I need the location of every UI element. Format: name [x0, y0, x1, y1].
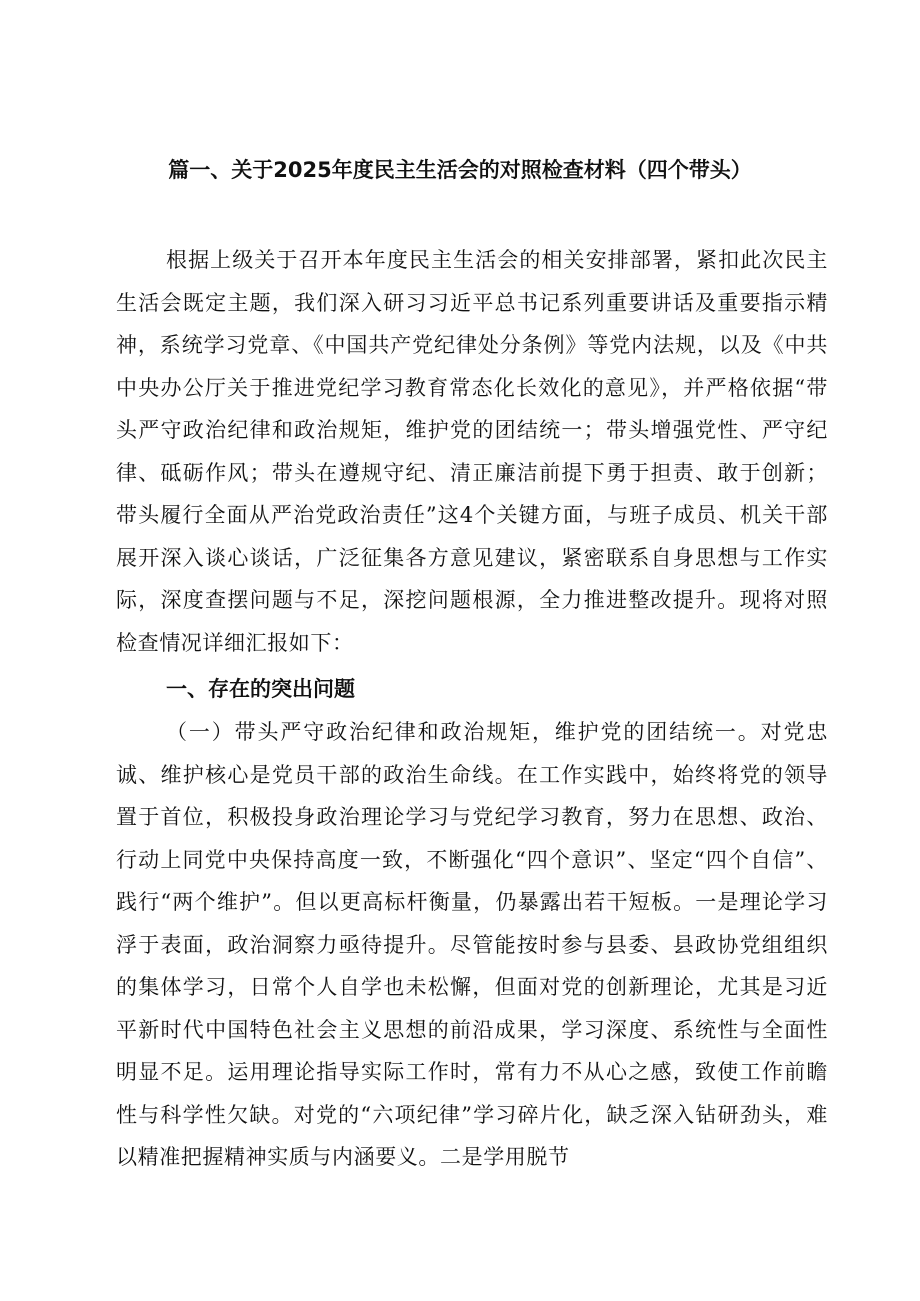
section-paragraph: （一）带头严守政治纪律和政治规矩，维护党的团结统一。对党忠诚、维护核心是党员干部的政治生命线。在工作实践中，始终将党的领导置于首位，积极投身政治理论学习与党纪学习教育，努力在思想、政治、行动上同党中央保持高度一致，不断强化“四个意识”、坚定“四个自信”、践行“两个维护”。但以更高标杆衡量，仍暴露出若干短板。一是理论学习浮于表面，政治洞察力亟待提升。尽管能按时参与县委、县政协党组组织的集体学习，日常个人自学也未松懈，但面对党的创新理论，尤其是习近平新时代中国特色社会主义思想的前沿成果，学习深度、系统性与全面性明显不足。运用理论指导实际工作时，常有力不从心之感，致使工作前瞻性与科学性欠缺。对党的“六项纪律”学习碎片化，缺乏深入钻研劲头，难以精准把握精神实质与内涵要义。二是学用脱节: [116, 720, 828, 1169]
section-heading: 一、存在的突出问题: [166, 677, 355, 701]
document-title: 篇一、关于2025年度民主生活会的对照检查材料（四个带头）: [168, 158, 752, 182]
intro-paragraph: 根据上级关于召开本年度民主生活会的相关安排部署，紧扣此次民主生活会既定主题，我们深入研习习近平总书记系列重要讲话及重要指示精神，系统学习党章、《中国共产党纪律处分条例》等党内法规，以及《中共中央办公厅关于推进党纪学习教育常态化长效化的意见》，并严格依据“带头严守政治纪律和政治规矩，维护党的团结统一；带头增强党性、严守纪律、砥砺作风；带头在遵规守纪、清正廉洁前提下勇于担责、敢于创新；带头履行全面从严治党政治责任”这4个关键方面，与班子成员、机关干部展开深入谈心谈话，广泛征集各方意见建议，紧密联系自身思想与工作实际，深度查摆问题与不足，深挖问题根源，全力推进整改提升。现将对照检查情况详细汇报如下：: [116, 248, 828, 655]
